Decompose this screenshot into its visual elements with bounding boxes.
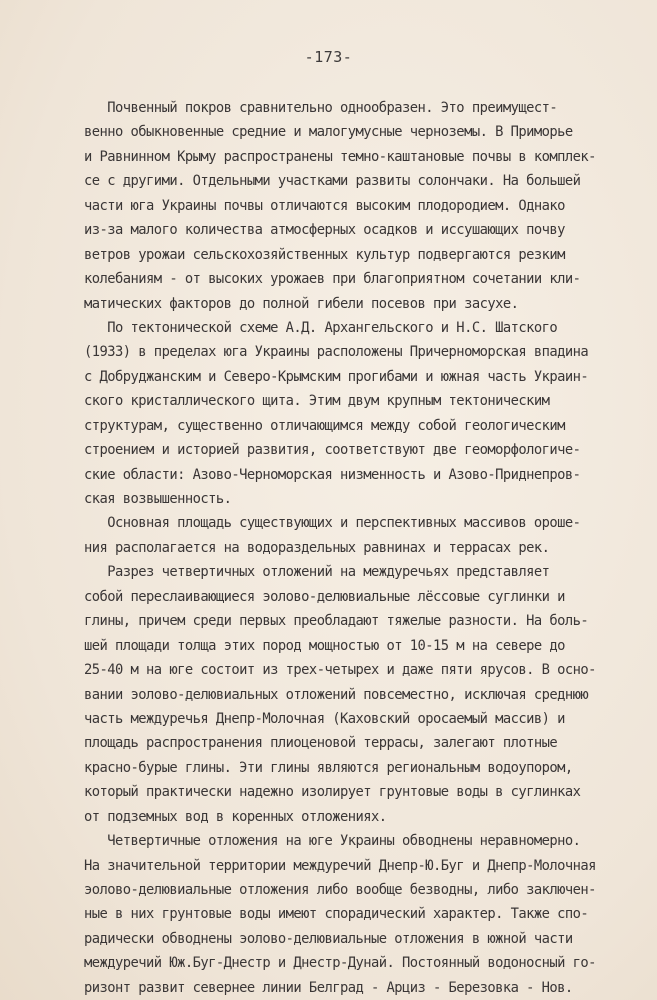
- text-line: Четвертичные отложения на юге Украины обводнены неравномерно.: [84, 833, 581, 850]
- text-line: междуречий Юж.Буг-Днестр и Днестр-Дунай. Постоянный водоносный го-: [84, 955, 596, 972]
- text-line: и Равнинном Крыму распространены темно-каштановые почвы в комплек-: [84, 148, 596, 165]
- page-number: -173-: [304, 48, 353, 66]
- text-line: собой переслаивающиеся эолово-делювиальные лёссовые суглинки и: [84, 588, 565, 605]
- text-line: из-за малого количества атмосферных осадков и иссушающих почву: [84, 222, 565, 239]
- text-line: шей площади толща этих пород мощностью от 10-15 м на севере до: [84, 637, 565, 654]
- text-line: ризонт развит севернее линии Белград - Арциз - Березовка - Нов.: [84, 979, 573, 996]
- text-line: венно обыкновенные средние и малогумусные черноземы. В Приморье: [84, 124, 573, 141]
- text-line: Почвенный покров сравнительно однообразен. Это преимущест-: [84, 100, 558, 116]
- text-line: ская возвышенность.: [84, 491, 232, 507]
- text-line: который практически надежно изолирует грунтовые воды в суглинках: [84, 784, 581, 801]
- text-line: от подземных вод в коренных отложениях.: [84, 808, 387, 825]
- text-line: радически обводнены эолово-делювиальные отложения в южной части: [84, 930, 573, 947]
- text-line: матических факторов до полной гибели посевов при засухе.: [84, 295, 519, 312]
- text-line: части юга Украины почвы отличаются высоким плодородием. Однако: [84, 197, 565, 214]
- text-line: се с другими. Отдельными участками развиты солончаки. На большей: [84, 173, 581, 190]
- body-text: [84, 96, 624, 1000]
- text-line: с Добруджанским и Северо-Крымским прогибами и южная часть Украин-: [84, 368, 589, 385]
- text-line: По тектонической схеме А.Д. Архангельского и Н.С. Шатского: [84, 319, 558, 336]
- text-line: Основная площадь существующих и перспективных массивов ороше-: [84, 515, 581, 532]
- text-line: (1933) в пределах юга Украины расположены Причерноморская впадина: [84, 344, 589, 361]
- text-line: красно-бурые глины. Эти глины являются региональным водоупором,: [84, 759, 573, 776]
- text-line: ского кристаллического щита. Этим двум крупным тектоническим: [84, 393, 550, 410]
- text-line: эолово-делювиальные отложения либо вообще безводны, либо заключен-: [84, 882, 596, 898]
- text-line: 25-40 м на юге состоит из трех-четырех и даже пяти ярусов. В осно-: [84, 662, 596, 679]
- text-line: глины, причем среди первых преобладают тяжелые разности. На боль-: [84, 613, 589, 630]
- text-line: ские области: Азово-Черноморская низменность и Азово-Приднепров-: [84, 466, 581, 483]
- text-line: На значительной территории междуречий Днепр-Ю.Буг и Днепр-Молочная: [84, 857, 596, 874]
- text-line: часть междуречья Днепр-Молочная (Каховский оросаемый массив) и: [84, 710, 565, 727]
- text-line: ные в них грунтовые воды имеют спорадический характер. Также спо-: [84, 906, 589, 923]
- text-line: Разрез четвертичных отложений на междуречьях представляет: [84, 564, 550, 581]
- text-line: ния располагается на водораздельных равнинах и террасах рек.: [84, 539, 550, 556]
- text-line: площадь распространения плиоценовой террасы, залегают плотные: [84, 735, 558, 752]
- text-line: ветров урожаи сельскохозяйственных культур подвергаются резким: [84, 246, 565, 263]
- text-line: структурам, существенно отличающимся между собой геологическим: [84, 417, 565, 434]
- text-line: колебаниям - от высоких урожаев при благоприятном сочетании кли-: [84, 271, 581, 288]
- text-line: строением и историей развития, соответствуют две геоморфологиче-: [84, 442, 581, 459]
- text-line: вании эолово-делювиальных отложений повсеместно, исключая среднюю: [84, 686, 589, 703]
